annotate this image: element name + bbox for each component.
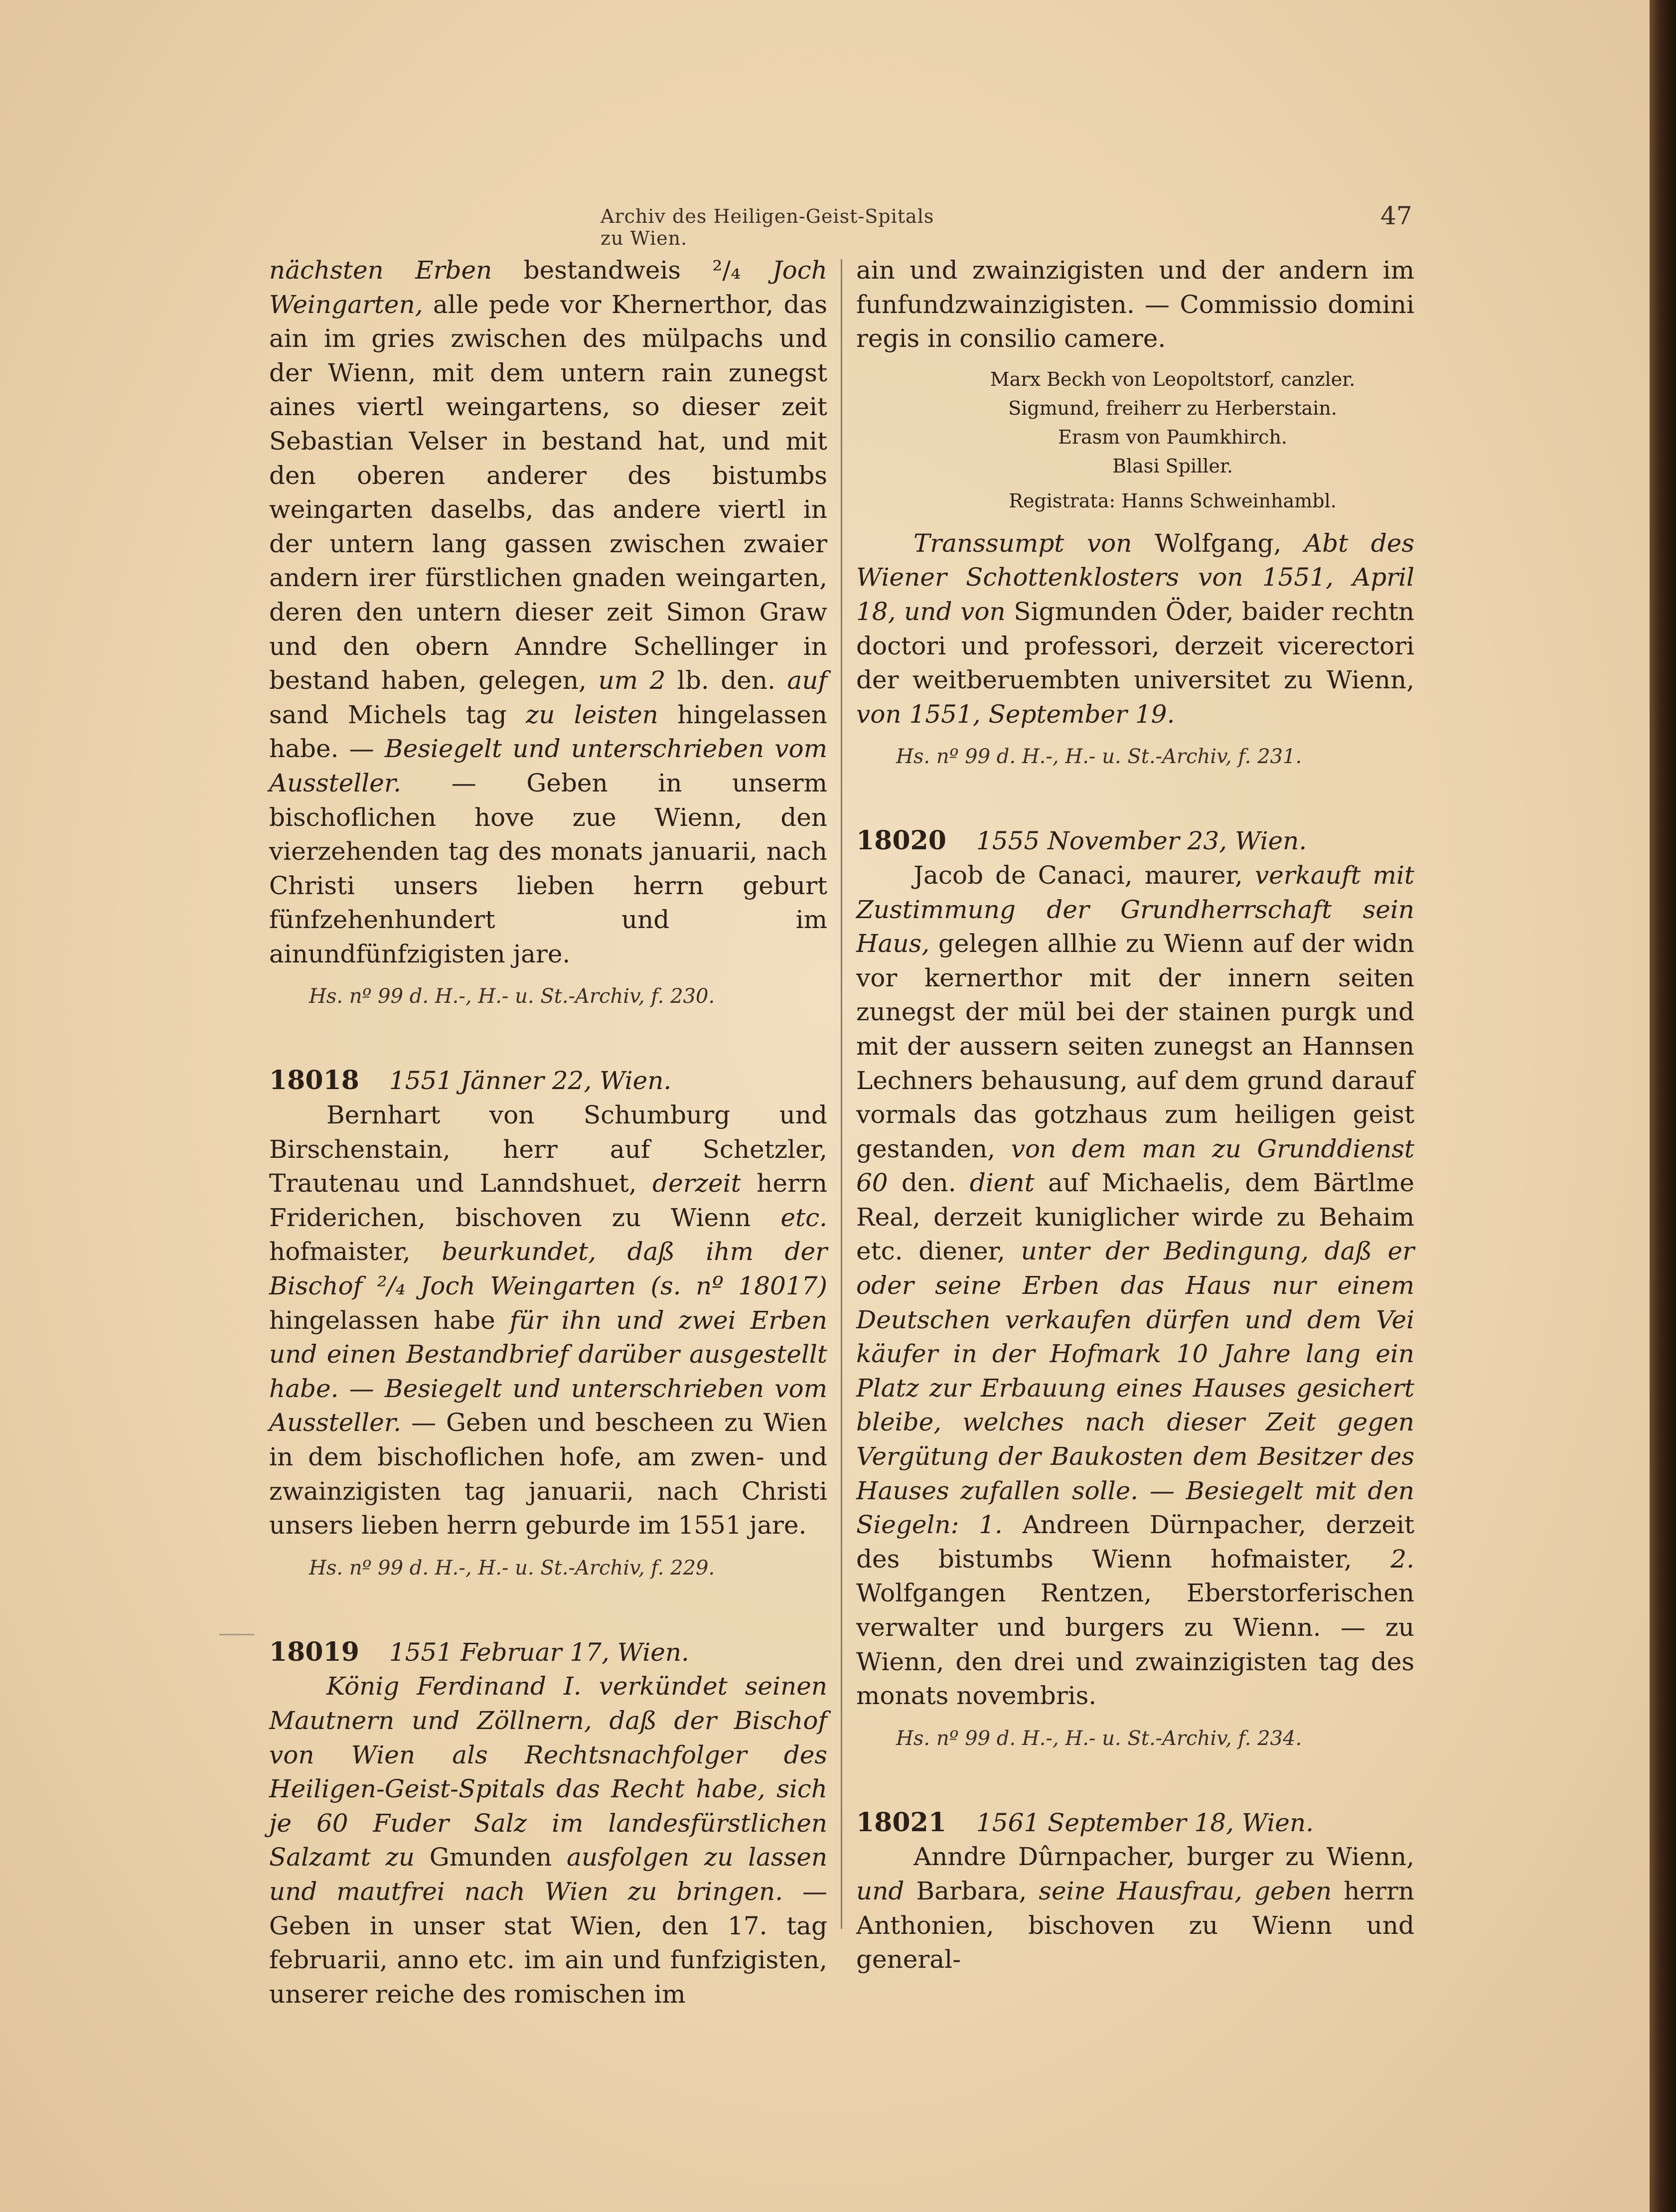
text: Barbara,	[904, 1876, 1039, 1905]
text: auf Michaelis, dem Bärtlme Real, derzeit kuniglicher wirde zu Behaim etc. diener,	[856, 1168, 1415, 1266]
text-italic: etc.	[780, 1203, 827, 1232]
text: Anndre Dûrnpacher, burger zu Wienn,	[914, 1842, 1414, 1872]
text: herrn Anthonien, bischoven zu Wienn und general-	[856, 1876, 1414, 1974]
source-citation: Hs. nº 99 d. H.-, H.- u. St.-Archiv, f. 230.	[309, 985, 715, 1008]
text: Jacob de Canaci, maurer,	[914, 860, 1255, 890]
text: Bernhart von Schumburg und Birschenstain, herr auf Schetzler, Trautenau und Lanndshuet,	[269, 1101, 827, 1198]
right-column	[856, 253, 1414, 1977]
text-italic: zu leisten	[525, 700, 658, 729]
text: gelegen allhie zu Wienn auf der widn vor kernerthor mit der innern seiten zunegst der mül bei der stainen purgk und mit der aussern seiten zunegst an Hannsen Lechners behausung, auf dem grund darauf vormals das gotzhaus zum heiligen geist gestanden,	[856, 929, 1414, 1163]
text: Gmunden	[415, 1843, 567, 1872]
entry-body-18018	[269, 1098, 827, 1543]
entry-number: 18019	[269, 1636, 359, 1667]
text-italic: nächsten Erben	[269, 256, 492, 285]
signers-list	[856, 365, 1414, 480]
entry-body-18020	[856, 858, 1414, 1713]
margin-mark	[219, 1634, 254, 1635]
entry-heading-18020	[856, 824, 1414, 858]
entry-heading-18018	[269, 1064, 827, 1098]
source-citation: Hs. nº 99 d. H.-, H.- u. St.-Archiv, f. 229.	[309, 1556, 715, 1580]
text: sand Michels tag	[269, 700, 526, 729]
entry-date: 1551 Februar 17, Wien.	[389, 1637, 689, 1667]
text: Andreen Dürnpacher, derzeit des bistumbs Wienn hofmaister,	[856, 1510, 1414, 1574]
continuation-paragraph: ain und zwainzigisten und der andern im funfundzwainzigisten. — Commissio domini regis in consilio camere.	[856, 256, 1414, 353]
text-italic: 2.	[1390, 1544, 1414, 1574]
page-edge	[1650, 0, 1676, 2212]
text: Wolfgangen Rentzen, Eberstorferischen verwalter und burgers zu Wienn. — zu Wienn, den drei und zwainzigisten tag des monats novembris.	[856, 1579, 1414, 1711]
text-italic: Transsumpt von	[914, 528, 1132, 558]
text: den.	[888, 1168, 970, 1198]
entry-body-18021	[856, 1840, 1414, 1976]
text: Sigmunden Öder, baider rechtn doctori und professori, derzeit vicerectori der weitberuembten universitet zu Wienn,	[856, 597, 1414, 695]
text: alle pede vor Khernerthor, das ain im gries zwischen des mülpachs und der Wienn, mit dem untern rain zunegst aines viertl weingartens, so dieser zeit Sebastian Velser in bestand hat, und mit den oberen anderer des bistumbs weingarten daselbs, das andere viertl in der untern lang gassen zwischen zwaier andern irer fürstlichen gnaden weingarten, deren den untern dieser zeit Simon Graw und den obern Anndre Schellinger in bestand haben, gelegen,	[269, 290, 827, 695]
text: — Geben in unser stat Wien, den 17. tag februarii, anno etc. im ain und funfzigisten, unserer reiche des romischen im	[269, 1877, 827, 2009]
signer: Blasi Spiller.	[1112, 455, 1233, 477]
entry-number: 18021	[856, 1807, 946, 1838]
left-column	[269, 253, 827, 2011]
text: lb. den.	[665, 666, 787, 695]
text-italic: dient	[969, 1168, 1035, 1198]
entry-date: 1561 September 18, Wien.	[976, 1808, 1314, 1837]
text: hingelassen habe	[269, 1305, 510, 1335]
page-number: 47	[1380, 201, 1412, 230]
transsumpt-paragraph	[856, 526, 1414, 732]
text-italic: derzeit	[652, 1169, 741, 1198]
running-title: Archiv des Heiligen-Geist-Spitals zu Wien.	[601, 205, 934, 249]
text: — Geben in unserm bischoflichen hove zue Wienn, den vierzehenden tag des monats januarii, nach Christi unsers lieben herrn geburt fünfzehenhundert und im ainundfünfzigisten jare.	[269, 768, 827, 968]
text-italic: Abt des Wiener Schottenklosters von 1551, April 18, und von	[856, 528, 1414, 626]
signer: Marx Beckh von Leopoltstorf, canzler.	[990, 368, 1356, 390]
text-italic: König Ferdinand I. verkündet seinen Mautnern und Zöllnern, daß der Bischof von Wien als Rechtsnachfolger des Heiligen-Geist-Spitals das Recht habe, sich je 60 Fuder Salz im landesfürstlichen Salzamt zu	[269, 1672, 827, 1872]
entry-date: 1555 November 23, Wien.	[976, 826, 1307, 856]
text: bestandweis ²/₄	[492, 256, 772, 285]
text-italic: seine Hausfrau, geben	[1039, 1876, 1332, 1905]
text: hingelassen habe. —	[269, 700, 828, 764]
text-italic: verkauft mit Zustimmung der Grundherrschaft sein Haus,	[856, 860, 1414, 958]
text: hofmaister,	[269, 1237, 442, 1266]
text-italic: beurkundet, daß ihm der Bischof ²/₄ Joch Weingarten (s. nº 18017)	[269, 1237, 828, 1301]
text-italic: Joch Weingarten,	[269, 256, 827, 319]
continuation-paragraph	[269, 253, 827, 971]
text-italic: für ihn und zwei Erben und einen Bestandbrief darüber ausgestellt habe. — Besiegelt und unterschrieben vom Aussteller.	[269, 1305, 827, 1437]
entry-heading-18019	[269, 1635, 827, 1670]
text: Wolfgang,	[1132, 528, 1304, 558]
text: herrn Friderichen, bischoven zu Wienn	[269, 1169, 827, 1232]
signer: Sigmund, freiherr zu Herberstain.	[1008, 397, 1337, 419]
registrata: Registrata: Hanns Schweinhambl.	[1009, 489, 1337, 512]
text-italic: und	[856, 1876, 905, 1905]
text-italic: auf	[787, 666, 828, 695]
entry-body-18019	[269, 1669, 827, 2011]
entry-date: 1551 Jänner 22, Wien.	[389, 1066, 672, 1096]
column-rule	[841, 259, 842, 1929]
text-italic: ausfolgen zu lassen und mautfrei nach Wien zu bringen.	[269, 1843, 828, 1906]
text-italic: unter der Bedingung, daß er oder seine Erben das Haus nur einem Deutschen verkaufen dürfen und dem Vei käufer in der Hofmark 10 Jahre lang ein Platz zur Erbauung eines Hauses gesichert bleibe, welches nach dieser Zeit gegen Vergütung der Baukosten dem Besitzer des Hauses zufallen solle. — Besiegelt mit den Siegeln: 1.	[856, 1237, 1414, 1540]
text-italic: um 2	[598, 666, 666, 695]
entry-heading-18021	[856, 1806, 1414, 1840]
entry-number: 18020	[856, 825, 946, 856]
text-italic: von dem man zu Grunddienst 60	[856, 1134, 1414, 1198]
text: — Geben und bescheen zu Wien in dem bischoflichen hofe, am zwen- und zwainzigisten tag januarii, nach Christi unsers lieben herrn geburde im 1551 jare.	[269, 1408, 827, 1540]
signer: Erasm von Paumkhirch.	[1058, 426, 1287, 448]
text-italic: von 1551, September 19.	[856, 699, 1175, 729]
source-citation: Hs. nº 99 d. H.-, H.- u. St.-Archiv, f. 234.	[896, 1727, 1302, 1750]
text-italic: Besiegelt und unterschrieben vom Aussteller.	[269, 734, 827, 797]
entry-number: 18018	[269, 1065, 359, 1096]
source-citation: Hs. nº 99 d. H.-, H.- u. St.-Archiv, f. 231.	[896, 745, 1302, 769]
